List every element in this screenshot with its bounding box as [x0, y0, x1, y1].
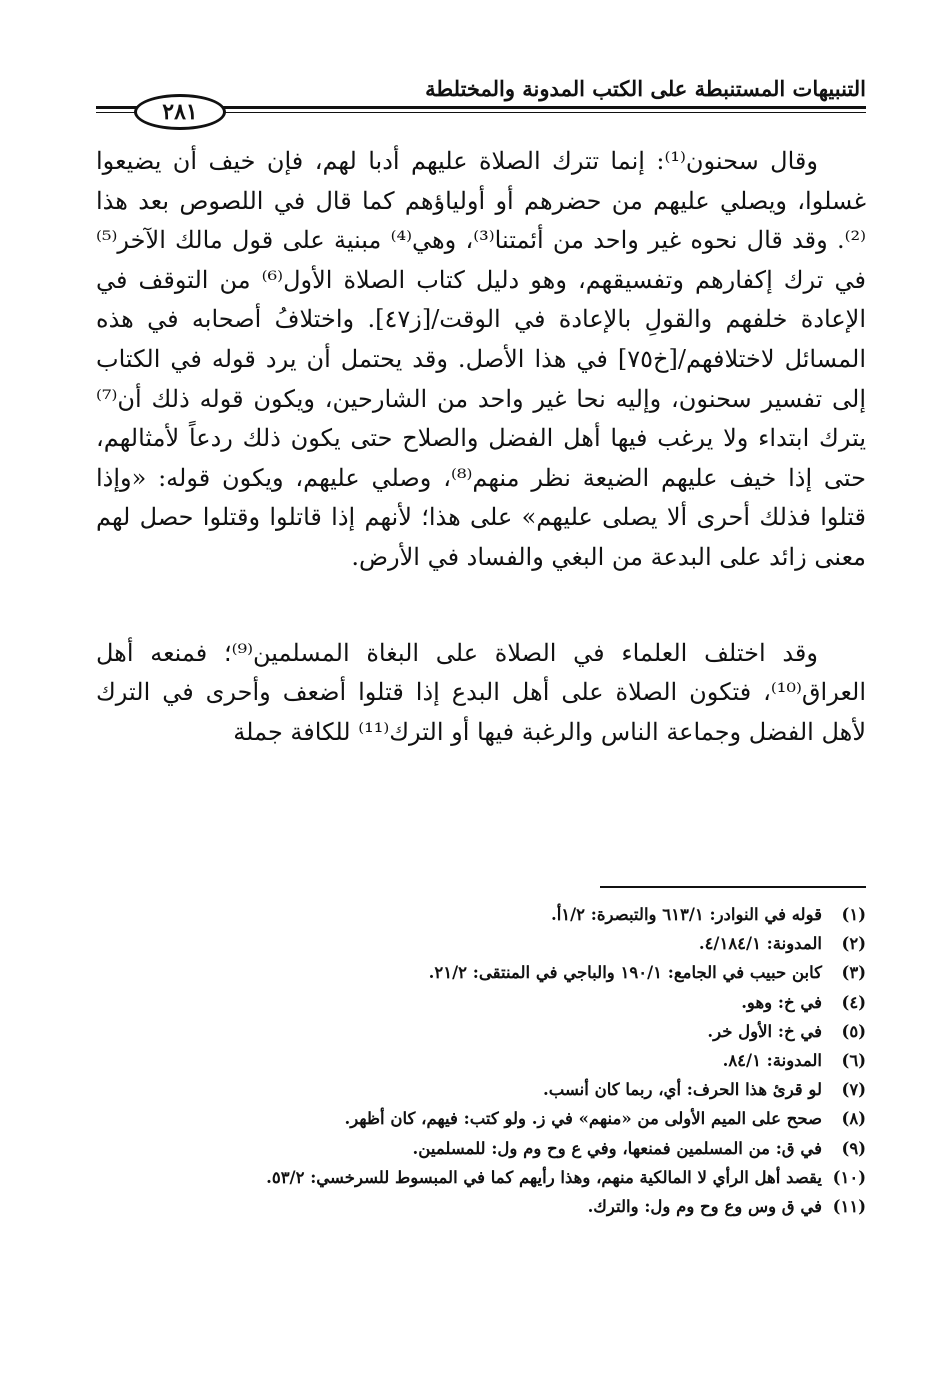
- footnote-text: لو قرئ هذا الحرف: أي، ربما كان أنسب.: [543, 1080, 822, 1100]
- page-header: [96, 72, 866, 130]
- footnote-number: (٦): [841, 1051, 866, 1071]
- footnote-text: في خ: الأول خر.: [707, 1021, 822, 1041]
- footnote: [96, 988, 866, 1017]
- footnote-separator: [600, 886, 866, 888]
- footnote-number: (١): [841, 905, 866, 924]
- footnote: [96, 1104, 866, 1133]
- footnote: [96, 1075, 866, 1104]
- footnote-text: في ق وس وع وح وم ول: والترك.: [587, 1197, 822, 1217]
- footnote-text: المدونة: ٨٤/١.: [722, 1051, 822, 1071]
- footnote: [96, 1134, 866, 1163]
- footnote-number: (٢): [841, 934, 866, 954]
- paragraph-text: وقد اختلف العلماء في الصلاة على البغاة المسلمين⁽⁹⁾؛ فمنعه أهل العراق⁽¹⁰⁾، فتكون الصلاة على أهل البدع إذا قتلوا أضعف وأحرى في الترك لأهل الفضل وجماعة الناس والرغبة فيها أو الترك⁽¹¹⁾ للكافة جملة: [96, 638, 866, 746]
- footnote-number: (١١): [832, 1197, 866, 1217]
- footnote-text: قوله في النوادر: ٦١٣/١ والتبصرة: ١/٢أ.: [550, 905, 822, 924]
- running-title: التنبيهات المستنبطة على الكتب المدونة والمختلطة: [425, 76, 866, 101]
- footnote-number: (١٠): [832, 1167, 866, 1187]
- footnote-number: (٤): [841, 992, 866, 1012]
- footnote-text: في خ: وهو.: [741, 992, 822, 1012]
- footnote-text: في ق: من المسلمين فمنعها، وفي ع وح وم ول: للمسلمين.: [412, 1138, 822, 1158]
- footnote-number: (٨): [841, 1109, 866, 1129]
- footnote-number: (٥): [841, 1021, 866, 1041]
- footnote-text: المدونة: ٤/١٨٤/١.: [698, 934, 822, 954]
- footnote: [96, 958, 866, 987]
- footnote-text: كابن حبيب في الجامع: ١٩٠/١ والباجي في المنتقى: ٢١/٢.: [428, 963, 822, 983]
- footnote: [96, 1163, 866, 1192]
- footnote-text: يقصد أهل الرأي لا المالكية منهم، وهذا رأيهم كما في المبسوط للسرخسي: ٥٣/٢.: [266, 1167, 822, 1187]
- footnote-number: (٣): [841, 963, 866, 983]
- footnote-number: (٩): [841, 1138, 866, 1158]
- main-text: [96, 142, 866, 752]
- footnote: [96, 1017, 866, 1046]
- paragraph: [96, 142, 866, 578]
- footnotes: [96, 900, 866, 1221]
- footnote: [96, 1046, 866, 1075]
- footnote: [96, 900, 866, 929]
- footnote-number: (٧): [841, 1080, 866, 1100]
- footnote-text: صحح على الميم الأولى من «منهم» في ز. ولو كتب: فيهم، كان أظهر.: [344, 1109, 822, 1129]
- paragraph-text: وقال سحنون⁽¹⁾: إنما تترك الصلاة عليهم أدبا لهم، فإن خيف أن يضيعوا غسلوا، ويصلي عليهم من حضرهم أو أولياؤهم كما قال في اللصوص بعد هذا ⁽²⁾. وقد قال نحوه غير واحد من أئمتنا⁽³⁾، وهي⁽⁴⁾ مبنية على قول مالك الآخر⁽⁵⁾ في ترك إكفارهم وتفسيقهم، وهو دليل كتاب الصلاة الأول⁽⁶⁾ من التوقف في الإعادة خلفهم والقولِ بالإعادة في الوقت/[ز٤٧]. واختلافُ أصحابه في هذه المسائل لاختلافهم/[خ٧٥] في هذا الأصل. وقد يحتمل أن يرد قوله في الكتاب إلى تفسير سحنون، وإليه نحا غير واحد من الشارحين، ويكون قوله ذلك أن⁽⁷⁾ يترك ابتداء ولا يرغب فيها أهل الفضل والصلاح حتى يكون ذلك ردعاً لأمثالهم، حتى إذا خيف عليهم الضيعة نظر منهم⁽⁸⁾، وصلي عليهم، ويكون قوله: «وإذا قتلوا فذلك أحرى ألا يصلى عليهم» على هذا؛ لأنهم إذا قاتلوا وقتلوا حصل لهم معنى زائد على البدعة من البغي والفساد في الأرض.: [96, 147, 867, 571]
- paragraph: [96, 634, 866, 753]
- page-number: ٢٨١: [134, 94, 226, 130]
- footnote: [96, 929, 866, 958]
- footnote: [96, 1192, 866, 1221]
